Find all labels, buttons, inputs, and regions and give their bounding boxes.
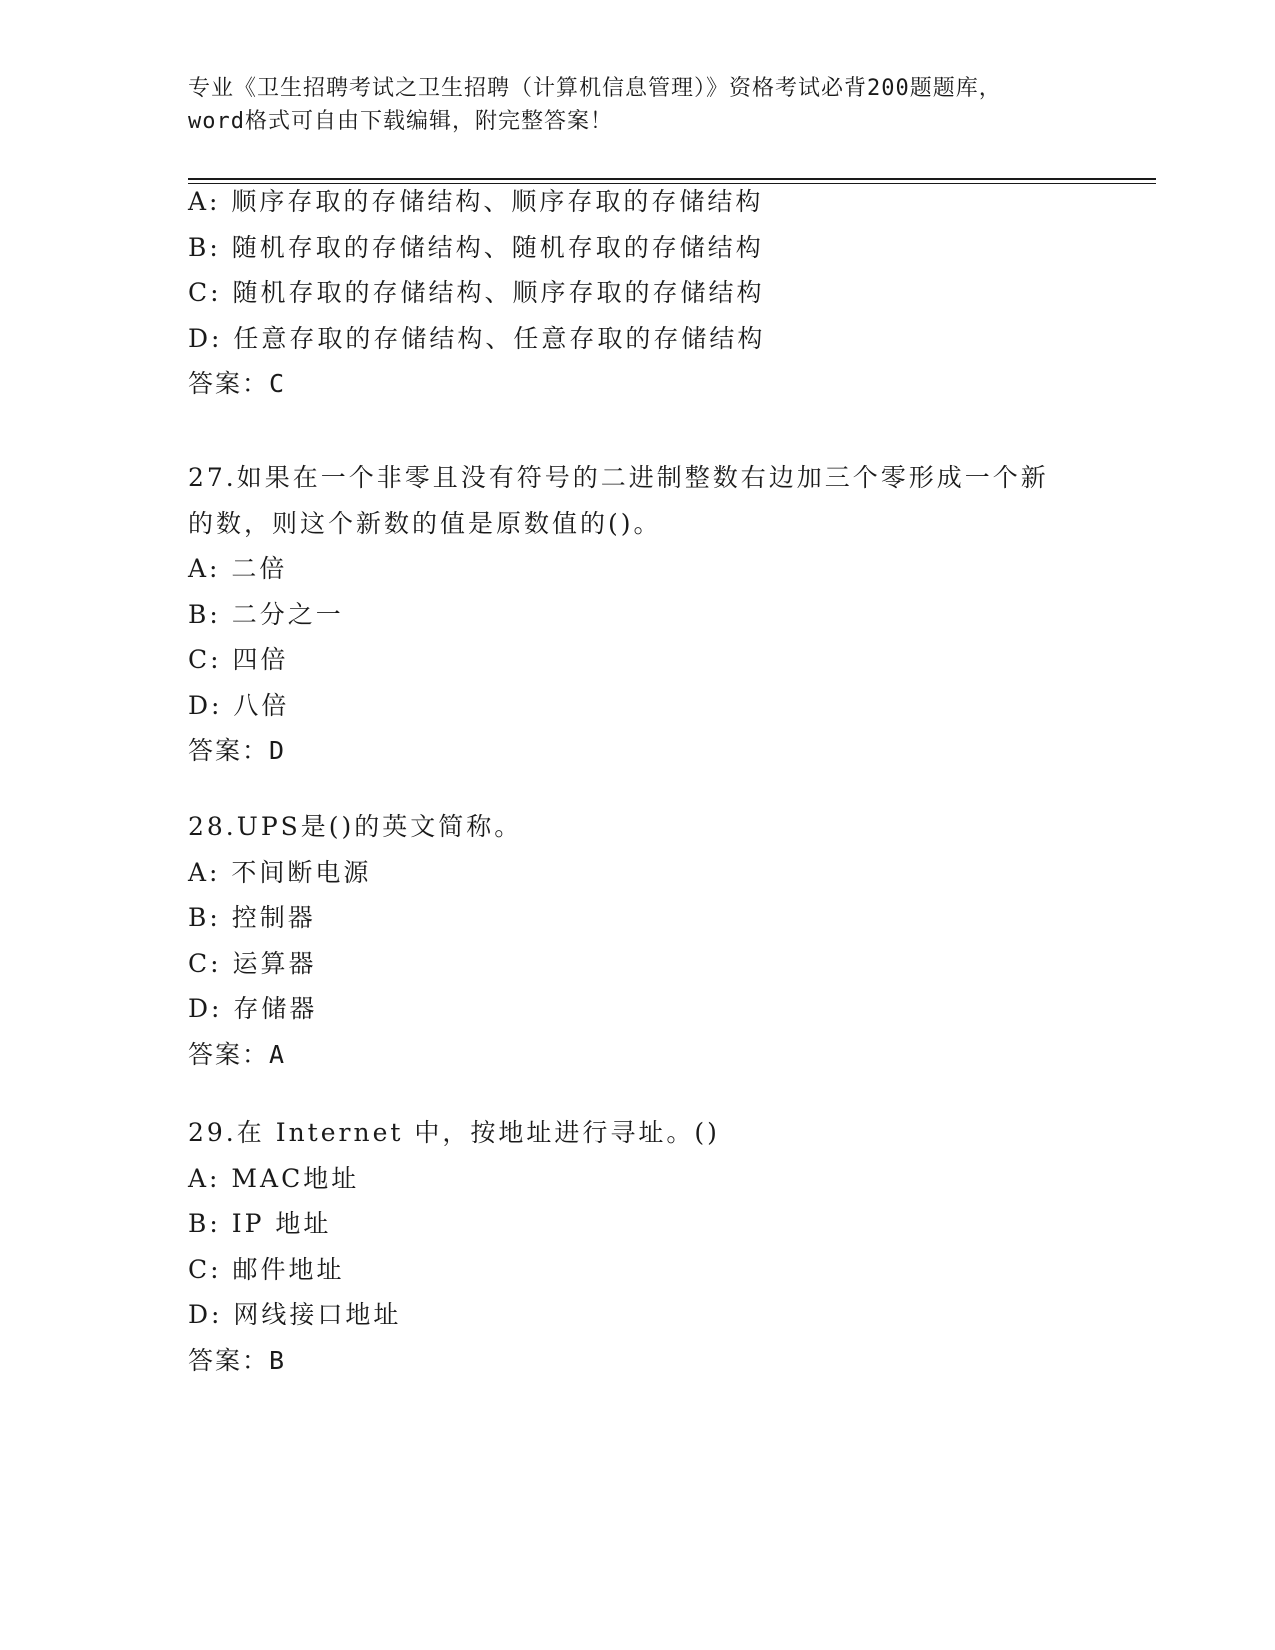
question-stem: 29.在 Internet 中，按地址进行寻址。() xyxy=(188,1118,720,1147)
answer: 答案：C xyxy=(188,369,287,398)
option-c: C: 运算器 xyxy=(188,948,317,978)
option-a: A: 二倍 xyxy=(188,554,288,583)
option-c: C: 随机存取的存储结构、顺序存取的存储结构 xyxy=(188,278,765,307)
question-stem-line-2: 的数，则这个新数的值是原数值的()。 xyxy=(188,508,662,538)
option-d: D: 任意存取的存储结构、任意存取的存储结构 xyxy=(188,323,766,353)
question-stem-line-1: 27.如果在一个非零且没有符号的二进制整数右边加三个零形成一个新 xyxy=(188,463,1049,492)
option-b: B: IP 地址 xyxy=(188,1209,332,1238)
answer: 答案：A xyxy=(188,1039,287,1069)
option-b: B: 随机存取的存储结构、随机存取的存储结构 xyxy=(188,232,764,262)
header-line-2: word格式可自由下载编辑，附完整答案！ xyxy=(188,109,613,134)
question-29 xyxy=(188,1110,1088,1383)
question-stem: 28.UPS是()的英文简称。 xyxy=(188,812,523,841)
option-d: D: 八倍 xyxy=(188,690,290,720)
option-d: D: 网线接口地址 xyxy=(188,1300,402,1329)
option-b: B: 控制器 xyxy=(188,903,316,932)
answer: 答案：D xyxy=(188,736,287,765)
option-d: D: 存储器 xyxy=(188,994,318,1023)
option-b: B: 二分之一 xyxy=(188,599,344,629)
question-28 xyxy=(188,804,1088,1077)
header-line-1: 专业《卫生招聘考试之卫生招聘（计算机信息管理）》资格考试必背200题题库， xyxy=(188,76,1002,101)
option-c: C: 邮件地址 xyxy=(188,1254,345,1284)
document-header xyxy=(188,72,1088,138)
option-a: A: MAC地址 xyxy=(188,1163,360,1193)
option-a: A: 顺序存取的存储结构、顺序存取的存储结构 xyxy=(188,187,764,216)
option-c: C: 四倍 xyxy=(188,645,289,674)
question-26 xyxy=(188,179,1088,407)
option-a: A: 不间断电源 xyxy=(188,857,372,887)
question-27 xyxy=(188,455,1088,774)
answer: 答案：B xyxy=(188,1345,287,1375)
